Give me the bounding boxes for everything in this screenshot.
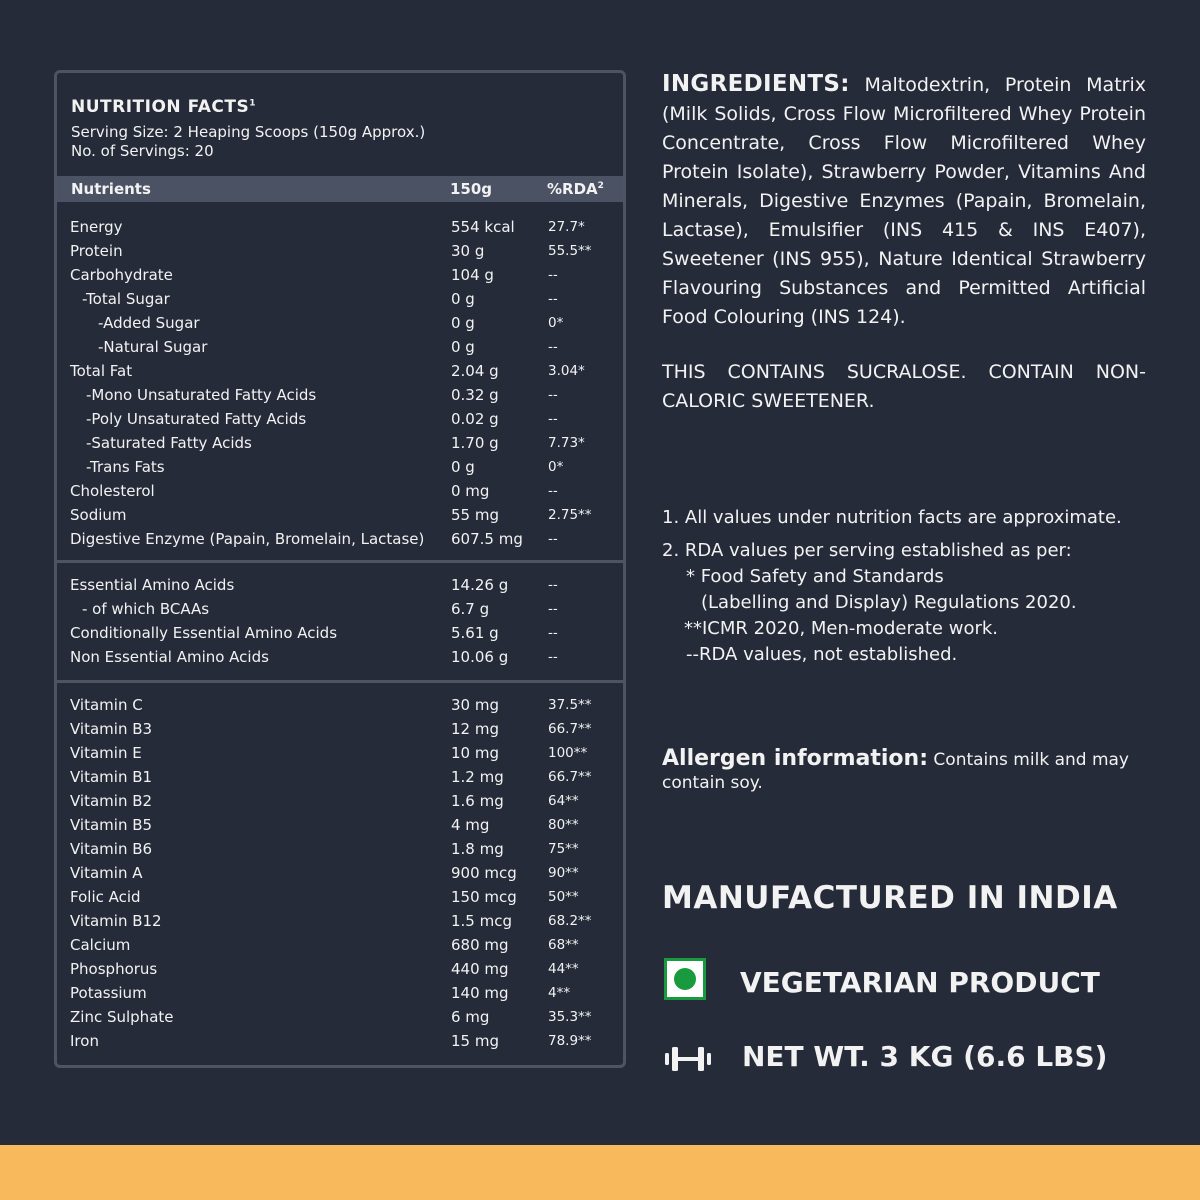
nutrition-title: NUTRITION FACTS$^1$ bbox=[71, 97, 256, 117]
allergen-label: Allergen information: bbox=[662, 746, 929, 771]
nutrient-value: 0 g bbox=[451, 314, 475, 332]
nutrient-value: 1.70 g bbox=[451, 434, 499, 452]
nutrient-rda: -- bbox=[548, 577, 558, 593]
footnote-2d: --RDA values, not established. bbox=[686, 644, 958, 665]
nutrient-rda: 80** bbox=[548, 817, 579, 833]
nutrient-value: 1.2 mg bbox=[451, 768, 504, 786]
nutrient-value: 6 mg bbox=[451, 1008, 490, 1026]
nutrient-row bbox=[57, 645, 623, 669]
nutrient-name: Calcium bbox=[70, 936, 131, 954]
nutrient-value: 0 g bbox=[451, 290, 475, 308]
nutrient-name: Vitamin B1 bbox=[70, 768, 153, 786]
nutrient-row bbox=[57, 527, 623, 551]
nutrient-rda: 75** bbox=[548, 841, 579, 857]
nutrient-row bbox=[57, 407, 623, 431]
nutrient-rda: 3.04* bbox=[548, 363, 585, 379]
nutrient-rda: -- bbox=[548, 649, 558, 665]
nutrient-name: -Saturated Fatty Acids bbox=[86, 434, 252, 452]
nutrient-value: 680 mg bbox=[451, 936, 509, 954]
nutrient-row bbox=[57, 765, 623, 789]
nutrient-row bbox=[57, 287, 623, 311]
nutrient-rda: 100** bbox=[548, 745, 588, 761]
nutrient-value: 10 mg bbox=[451, 744, 499, 762]
nutrient-value: 12 mg bbox=[451, 720, 499, 738]
nutrient-rda: 0* bbox=[548, 459, 564, 475]
nutrient-rda: 37.5** bbox=[548, 697, 592, 713]
nutrient-row bbox=[57, 957, 623, 981]
nutrient-name: -Trans Fats bbox=[86, 458, 165, 476]
allergen-text: Contains milk and may contain soy. bbox=[662, 750, 1129, 793]
nutrient-rda: -- bbox=[548, 531, 558, 547]
nutrition-column-header bbox=[57, 176, 623, 202]
nutrient-row bbox=[57, 311, 623, 335]
nutrient-value: 6.7 g bbox=[451, 600, 490, 618]
nutrient-rda: 78.9** bbox=[548, 1033, 592, 1049]
nutrient-row bbox=[57, 1005, 623, 1029]
nutrient-value: 30 mg bbox=[451, 696, 499, 714]
nutrient-value: 0.32 g bbox=[451, 386, 499, 404]
ingredients-label: INGREDIENTS: bbox=[662, 71, 850, 97]
col-nutrients: Nutrients bbox=[71, 180, 151, 198]
nutrient-name: Essential Amino Acids bbox=[70, 576, 235, 594]
footnote-2a: * Food Safety and Standards bbox=[686, 566, 944, 587]
manufactured-in: MANUFACTURED IN INDIA bbox=[662, 880, 1118, 916]
nutrient-name: Digestive Enzyme (Papain, Bromelain, Lactase) bbox=[70, 530, 425, 548]
nutrient-name: Vitamin B2 bbox=[70, 792, 153, 810]
nutrient-rda: 90** bbox=[548, 865, 579, 881]
nutrient-value: 607.5 mg bbox=[451, 530, 523, 548]
nutrient-row bbox=[57, 359, 623, 383]
nutrient-name: -Poly Unsaturated Fatty Acids bbox=[86, 410, 307, 428]
footnote-2b: (Labelling and Display) Regulations 2020. bbox=[701, 592, 1077, 613]
nutrient-value: 900 mcg bbox=[451, 864, 517, 882]
nutrient-rda: 7.73* bbox=[548, 435, 585, 451]
footnote-2: 2. RDA values per serving established as per: bbox=[662, 540, 1072, 561]
nutrient-name: -Added Sugar bbox=[98, 314, 200, 332]
nutrient-value: 55 mg bbox=[451, 506, 499, 524]
footnotes bbox=[662, 505, 1122, 668]
nutrient-rda: 50** bbox=[548, 889, 579, 905]
nutrient-rda: 68.2** bbox=[548, 913, 592, 929]
net-weight: NET WT. 3 KG (6.6 LBS) bbox=[742, 1040, 1108, 1073]
ingredients-text: Maltodextrin, Protein Matrix (Milk Solids, Cross Flow Microfiltered Whey Protein Concentrate, Cross Flow Microfiltered Whey Protein Isolate), Strawberry Powder, Vitamins And Minerals, Digestive Enzymes (Papain, Bromelain, Lactase), Emulsifier (INS 415 & INS E407), Sweetener (INS 955), Nature Identical Strawberry Flavouring Substances and Permitted Artificial Food Colouring (INS 124). bbox=[662, 74, 1146, 328]
nutrient-row bbox=[57, 981, 623, 1005]
nutrient-value: 30 g bbox=[451, 242, 485, 260]
nutrient-row bbox=[57, 621, 623, 645]
ingredients-block bbox=[662, 70, 1146, 332]
nutrient-value: 0 g bbox=[451, 458, 475, 476]
nutrient-rda: 66.7** bbox=[548, 721, 592, 737]
nutrient-name: Non Essential Amino Acids bbox=[70, 648, 269, 666]
nutrient-value: 104 g bbox=[451, 266, 494, 284]
nutrient-rda: -- bbox=[548, 339, 558, 355]
nutrient-value: 440 mg bbox=[451, 960, 509, 978]
nutrient-value: 15 mg bbox=[451, 1032, 499, 1050]
accent-bar bbox=[0, 1145, 1200, 1200]
nutrient-name: Sodium bbox=[70, 506, 127, 524]
nutrient-name: Protein bbox=[70, 242, 123, 260]
nutrient-rda: -- bbox=[548, 291, 558, 307]
nutrient-row bbox=[57, 885, 623, 909]
footnote-2c: **ICMR 2020, Men-moderate work. bbox=[684, 618, 999, 639]
nutrient-rda: 35.3** bbox=[548, 1009, 592, 1025]
nutrient-name: Vitamin B3 bbox=[70, 720, 153, 738]
nutrient-name: Potassium bbox=[70, 984, 147, 1002]
col-rda: %RDA$^2$ bbox=[547, 180, 604, 198]
nutrient-rda: 27.7* bbox=[548, 219, 585, 235]
nutrient-value: 0 mg bbox=[451, 482, 490, 500]
nutrient-rda: 68** bbox=[548, 937, 579, 953]
nutrient-name: Energy bbox=[70, 218, 123, 236]
nutrient-row bbox=[57, 909, 623, 933]
nutrient-row bbox=[57, 239, 623, 263]
nutrient-name: -Total Sugar bbox=[82, 290, 170, 308]
nutrient-value: 554 kcal bbox=[451, 218, 515, 236]
nutrient-row bbox=[57, 693, 623, 717]
sweetener-warning: THIS CONTAINS SUCRALOSE. CONTAIN NON-CALORIC SWEETENER. bbox=[662, 361, 1146, 412]
col-amount: 150g bbox=[450, 180, 493, 198]
amino-acids-section bbox=[57, 563, 623, 681]
nutrients-section bbox=[57, 202, 623, 562]
nutrient-row bbox=[57, 479, 623, 503]
nutrient-rda: -- bbox=[548, 601, 558, 617]
nutrient-name: Zinc Sulphate bbox=[70, 1008, 174, 1026]
nutrient-value: 4 mg bbox=[451, 816, 490, 834]
nutrient-row bbox=[57, 573, 623, 597]
nutrient-rda: 55.5** bbox=[548, 243, 592, 259]
nutrient-row bbox=[57, 789, 623, 813]
vitamins-minerals-section bbox=[57, 683, 623, 1063]
nutrient-row bbox=[57, 597, 623, 621]
nutrition-facts-panel bbox=[54, 70, 626, 1068]
nutrient-value: 10.06 g bbox=[451, 648, 509, 666]
nutrient-row bbox=[57, 335, 623, 359]
nutrient-value: 140 mg bbox=[451, 984, 509, 1002]
nutrient-rda: 0* bbox=[548, 315, 564, 331]
nutrient-value: 5.61 g bbox=[451, 624, 499, 642]
allergen-info bbox=[662, 747, 1162, 795]
nutrient-value: 2.04 g bbox=[451, 362, 499, 380]
nutrient-row bbox=[57, 431, 623, 455]
nutrient-rda: 2.75** bbox=[548, 507, 592, 523]
nutrient-name: Vitamin B5 bbox=[70, 816, 153, 834]
nutrition-header bbox=[57, 73, 623, 176]
nutrient-row bbox=[57, 741, 623, 765]
nutrient-value: 14.26 g bbox=[451, 576, 509, 594]
nutrient-row bbox=[57, 263, 623, 287]
nutrient-name: -Natural Sugar bbox=[98, 338, 208, 356]
nutrient-row bbox=[57, 813, 623, 837]
vegetarian-icon bbox=[664, 958, 706, 1000]
nutrient-row bbox=[57, 837, 623, 861]
nutrient-rda: 66.7** bbox=[548, 769, 592, 785]
nutrient-row bbox=[57, 1029, 623, 1053]
vegetarian-label: VEGETARIAN PRODUCT bbox=[740, 966, 1100, 999]
nutrient-row bbox=[57, 503, 623, 527]
nutrient-rda: 44** bbox=[548, 961, 579, 977]
servings-count: No. of Servings: 20 bbox=[71, 142, 214, 160]
nutrient-rda: -- bbox=[548, 387, 558, 403]
nutrient-name: Vitamin E bbox=[70, 744, 142, 762]
nutrient-rda: -- bbox=[548, 625, 558, 641]
nutrient-row bbox=[57, 861, 623, 885]
nutrient-value: 150 mcg bbox=[451, 888, 517, 906]
nutrient-name: Iron bbox=[70, 1032, 99, 1050]
nutrient-row bbox=[57, 455, 623, 479]
nutrient-rda: -- bbox=[548, 267, 558, 283]
serving-size: Serving Size: 2 Heaping Scoops (150g Approx.) bbox=[71, 123, 426, 141]
nutrient-name: Vitamin A bbox=[70, 864, 143, 882]
nutrient-name: -Mono Unsaturated Fatty Acids bbox=[86, 386, 317, 404]
dumbbell-icon bbox=[664, 1044, 712, 1074]
nutrient-name: Conditionally Essential Amino Acids bbox=[70, 624, 338, 642]
nutrient-name: Total Fat bbox=[70, 362, 133, 380]
nutrient-name: Carbohydrate bbox=[70, 266, 173, 284]
footnote-1: 1. All values under nutrition facts are approximate. bbox=[662, 507, 1122, 528]
nutrient-name: Vitamin B6 bbox=[70, 840, 153, 858]
nutrient-row bbox=[57, 717, 623, 741]
nutrient-value: 1.6 mg bbox=[451, 792, 504, 810]
nutrient-name: Cholesterol bbox=[70, 482, 155, 500]
nutrient-value: 1.5 mcg bbox=[451, 912, 513, 930]
nutrient-name: Phosphorus bbox=[70, 960, 158, 978]
nutrient-rda: -- bbox=[548, 411, 558, 427]
nutrient-value: 0.02 g bbox=[451, 410, 499, 428]
nutrient-name: Vitamin B12 bbox=[70, 912, 162, 930]
nutrient-row bbox=[57, 933, 623, 957]
nutrient-rda: 64** bbox=[548, 793, 579, 809]
nutrient-rda: -- bbox=[548, 483, 558, 499]
nutrient-name: Folic Acid bbox=[70, 888, 141, 906]
nutrient-name: - of which BCAAs bbox=[82, 600, 210, 618]
nutrient-name: Vitamin C bbox=[70, 696, 143, 714]
nutrient-row bbox=[57, 383, 623, 407]
nutrient-value: 1.8 mg bbox=[451, 840, 504, 858]
nutrient-row bbox=[57, 215, 623, 239]
nutrient-rda: 4** bbox=[548, 985, 571, 1001]
nutrient-value: 0 g bbox=[451, 338, 475, 356]
